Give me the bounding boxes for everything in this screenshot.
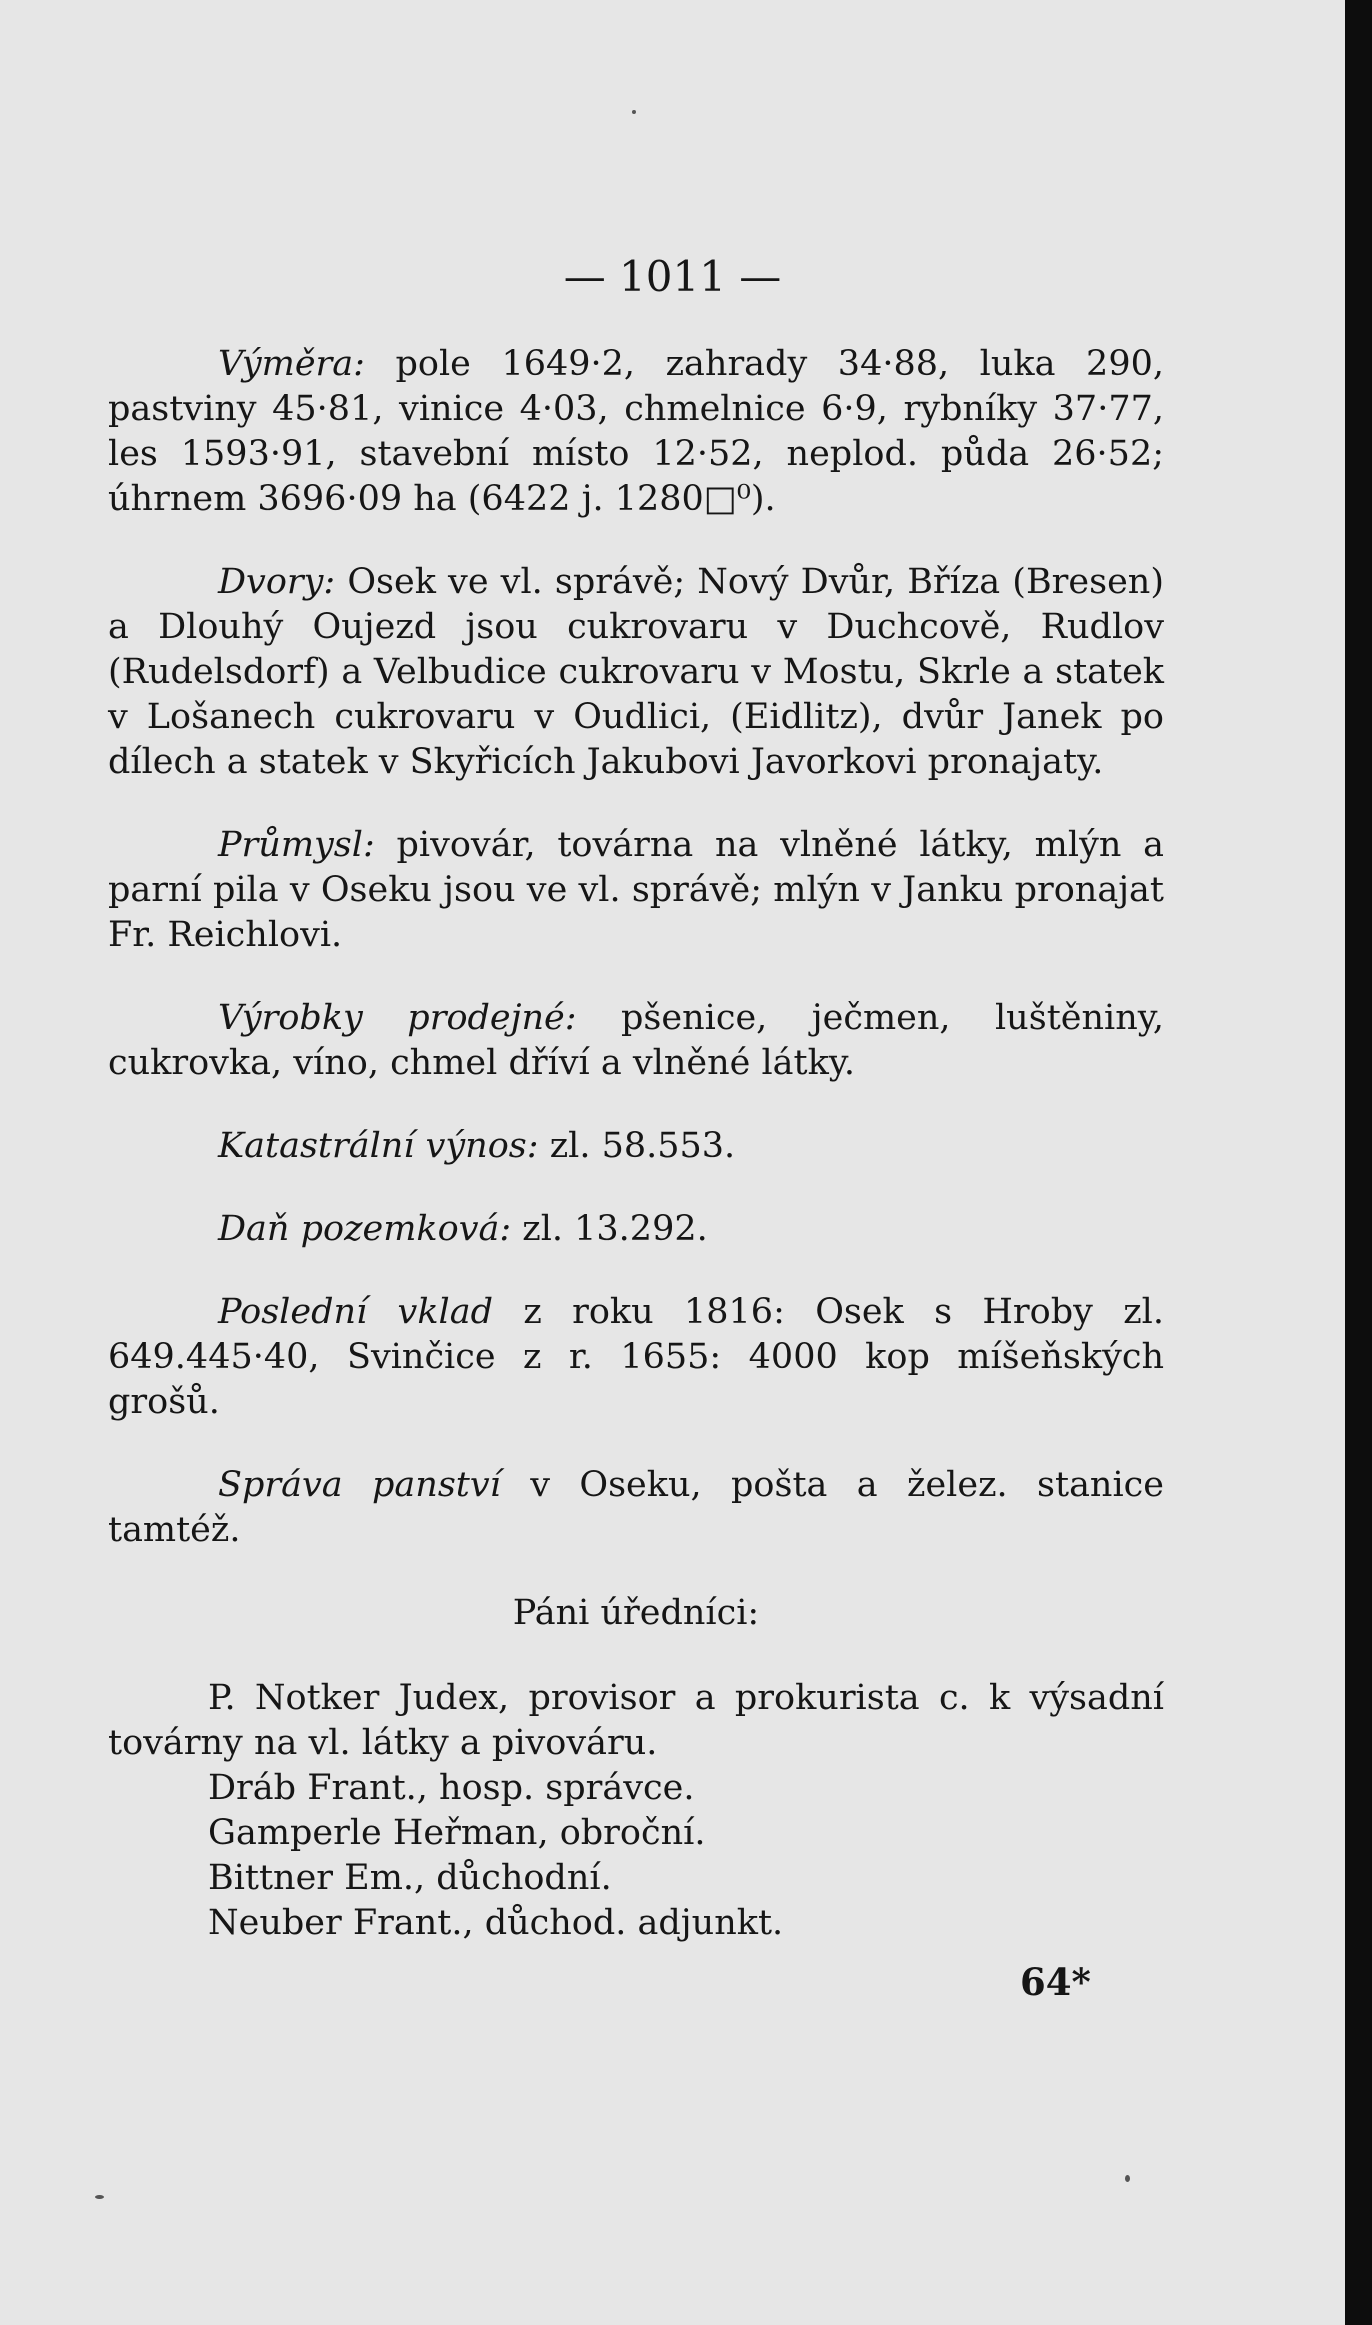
paragraph-label: Výrobky prodejné: [218,998,577,1038]
book-gutter-edge [1345,0,1372,2325]
paragraph-text: zl. 58.553. [549,1126,736,1166]
paragraph-dvory [108,560,1164,785]
official-entry: Neuber Frant., důchod. adjunkt. [208,1903,784,1943]
paragraph-label: Správa panství [218,1465,501,1505]
paragraph-sprava-panstvi [108,1463,1164,1553]
page-body [108,342,1164,1946]
paragraph-posledni-vklad [108,1290,1164,1425]
paragraph-text: zl. 13.292. [522,1209,708,1249]
paragraph-text: z roku 1816: Osek s Hroby zl. 649.445·40, Svinčice z r. 1655: 4000 kop míšeňských grošů. [108,1292,1164,1422]
paragraph-text: pšenice, ječmen, luštěniny, cukrovka, víno, chmel dříví a vlněné látky. [108,998,1164,1083]
print-speck [95,2195,104,2199]
paragraph-prumysl [108,823,1164,958]
paragraph-text: pole 1649·2, zahrady 34·88, luka 290, pastviny 45·81, vinice 4·03, chmelnice 6·9, rybníky 37·77, les 1593·91, stavební místo 12·52, neplod. půda 26·52; úhrnem 3696·09 ha (6422 j. 1280□⁰). [108,344,1164,519]
paragraph-label: Daň pozemková: [218,1209,512,1249]
paragraph-vymera [108,342,1164,522]
paragraph-label: Poslední vklad [218,1292,493,1332]
paragraph-katastralni-vynos [108,1124,1164,1169]
official-entry: P. Notker Judex, provisor a prokurista c. k výsadní továrny na vl. látky a pivováru. [108,1678,1164,1763]
officials-heading: Páni úředníci: [512,1593,760,1633]
paragraph-text: Osek ve vl. správě; Nový Dvůr, Bříza (Bresen) a Dlouhý Oujezd jsou cukrovaru v Duchcově, Rudlov (Rudelsdorf) a Velbudice cukrovaru v Mostu, Skrle a statek v Lošanech cukrovaru v Oudlici, (Eidlitz), dvůr Janek po dílech a statek v Skyřicích Jakubovi Javorkovi pronajaty. [108,562,1164,782]
paragraph-label: Průmysl: [218,825,375,865]
paragraph-dan-pozemkova [108,1207,1164,1252]
paragraph-text: v Oseku, pošta a želez. stanice tamtéž. [108,1465,1164,1550]
paragraph-label: Katastrální výnos: [218,1126,539,1166]
paragraph-label: Dvory: [218,562,336,602]
print-speck [1125,2175,1130,2182]
paragraph-vyrobky [108,996,1164,1086]
paragraph-label: Výměra: [218,344,365,384]
paragraph-text: pivovár, továrna na vlněné látky, mlýn a parní pila v Oseku jsou ve vl. správě; mlýn v Janku pronajat Fr. Reichlovi. [108,825,1164,955]
page-number: — 1011 — [563,252,782,301]
official-entry: Bittner Em., důchodní. [208,1858,612,1898]
official-entry: Gamperle Heřman, obroční. [208,1813,706,1853]
folio-mark: 64* [1020,1960,1091,2004]
official-entry: Dráb Frant., hosp. správce. [208,1768,695,1808]
print-speck [632,110,636,114]
